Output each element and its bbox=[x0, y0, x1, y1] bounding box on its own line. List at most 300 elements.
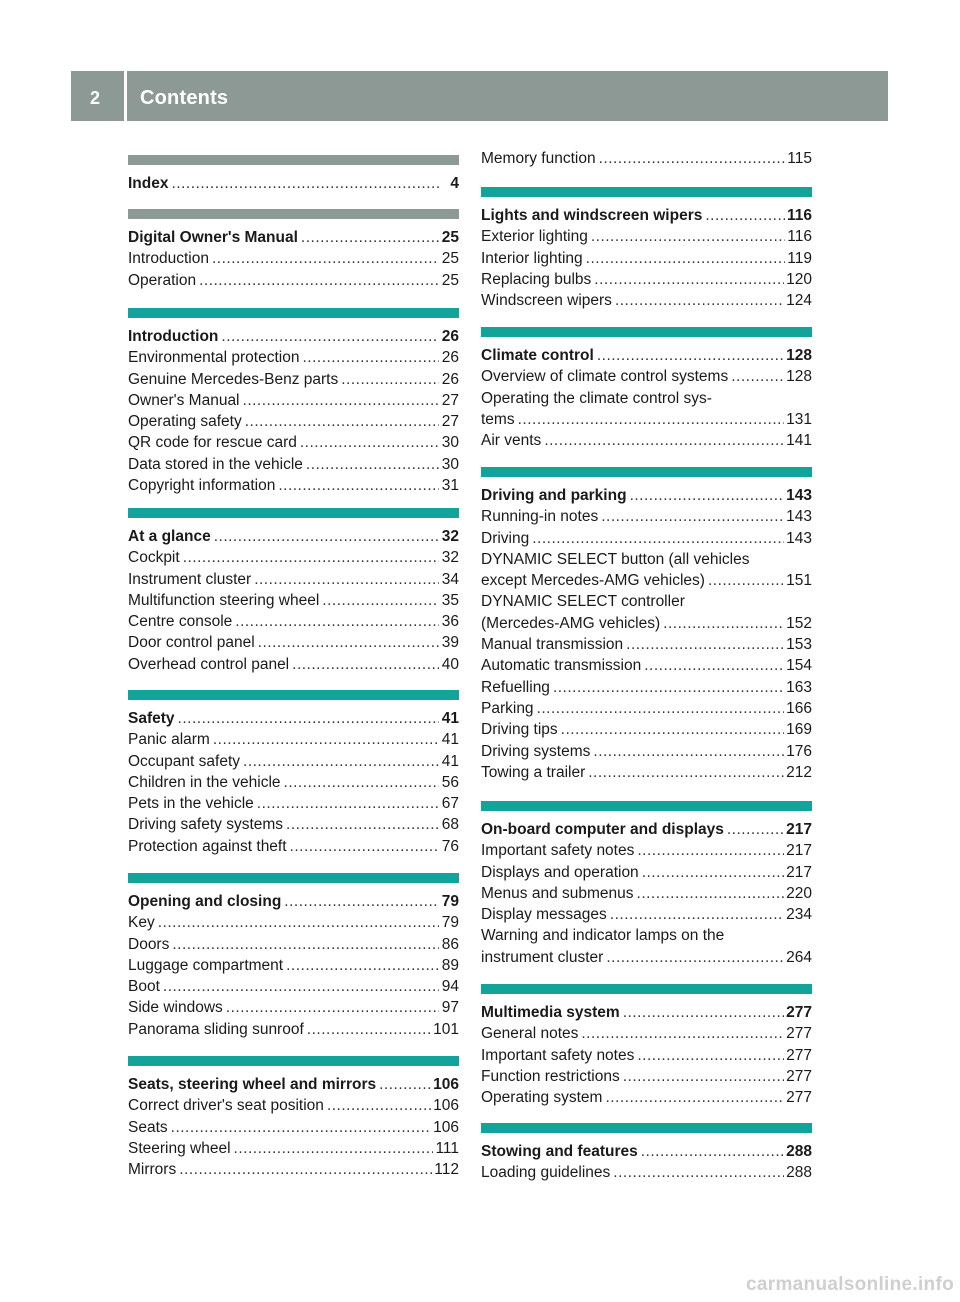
toc-page-number: 32 bbox=[441, 549, 459, 567]
toc-section-heading[interactable] bbox=[481, 485, 812, 506]
toc-entry[interactable] bbox=[128, 1138, 459, 1159]
toc-page-number: 120 bbox=[786, 270, 812, 288]
page-title: Contents bbox=[140, 87, 229, 109]
section-divider-bar bbox=[128, 508, 459, 518]
dot-leader bbox=[630, 485, 785, 506]
toc-page-number: 4 bbox=[450, 175, 459, 192]
toc-entry-title: Digital Owner's Manual bbox=[128, 229, 298, 246]
toc-section-heading[interactable] bbox=[481, 819, 812, 840]
toc-page-number: 36 bbox=[441, 613, 459, 631]
toc-entry[interactable] bbox=[481, 1087, 812, 1108]
toc-entry-title: Panic alarm bbox=[128, 731, 210, 749]
toc-page-number: 217 bbox=[786, 863, 812, 881]
toc-entry[interactable] bbox=[128, 347, 459, 368]
toc-page-number: 212 bbox=[786, 763, 812, 781]
toc-entry[interactable] bbox=[128, 836, 459, 857]
toc-page-number: 34 bbox=[441, 570, 459, 588]
section-divider-bar bbox=[481, 801, 812, 811]
section-divider-bar bbox=[128, 209, 459, 219]
toc-entry[interactable] bbox=[128, 1095, 459, 1116]
toc-page-number: 277 bbox=[786, 1067, 812, 1085]
toc-entry-title: Cockpit bbox=[128, 549, 180, 567]
dot-leader bbox=[307, 1019, 431, 1040]
toc-page-number: 288 bbox=[786, 1164, 812, 1182]
dot-leader bbox=[290, 836, 439, 857]
toc-page-number: 128 bbox=[786, 347, 812, 364]
section-divider-bar bbox=[481, 984, 812, 994]
toc-entry[interactable] bbox=[481, 840, 812, 861]
toc-section bbox=[128, 690, 459, 857]
toc-entry[interactable] bbox=[481, 677, 812, 698]
dot-leader bbox=[594, 269, 784, 290]
dot-leader bbox=[183, 547, 439, 568]
dot-leader bbox=[588, 762, 784, 783]
toc-entry-title: Function restrictions bbox=[481, 1067, 620, 1085]
dot-leader bbox=[245, 411, 439, 432]
dot-leader bbox=[327, 1095, 431, 1116]
toc-entry[interactable] bbox=[481, 269, 812, 290]
toc-page-number: 217 bbox=[786, 821, 812, 838]
toc-entry-title: Centre console bbox=[128, 613, 233, 631]
toc-entry-title: Boot bbox=[128, 978, 160, 996]
toc-entry[interactable] bbox=[481, 506, 812, 527]
toc-entry-title: Multifunction steering wheel bbox=[128, 591, 320, 609]
toc-section bbox=[481, 467, 812, 783]
dot-leader bbox=[610, 904, 784, 925]
toc-page-number: 220 bbox=[786, 884, 812, 902]
toc-entry-title: Memory function bbox=[481, 150, 596, 167]
dot-leader bbox=[637, 883, 785, 904]
toc-entry[interactable] bbox=[128, 955, 459, 976]
dot-leader bbox=[258, 632, 439, 653]
toc-entry[interactable] bbox=[481, 528, 812, 549]
toc-section bbox=[128, 873, 459, 1040]
toc-page-number: 26 bbox=[441, 349, 459, 367]
toc-page-number: 288 bbox=[786, 1143, 812, 1160]
toc-section-heading[interactable] bbox=[481, 345, 812, 366]
toc-page-number: 115 bbox=[787, 150, 812, 167]
dot-leader bbox=[606, 947, 784, 968]
toc-entry-title: Genuine Mercedes-Benz parts bbox=[128, 370, 339, 388]
toc-entry-title: On-board computer and displays bbox=[481, 821, 724, 838]
toc-page-number: 79 bbox=[441, 914, 459, 932]
toc-entry-title: Index bbox=[128, 175, 169, 192]
section-divider-bar bbox=[481, 467, 812, 477]
dot-leader bbox=[254, 569, 439, 590]
toc-entry[interactable] bbox=[128, 569, 459, 590]
dot-leader bbox=[172, 934, 439, 955]
section-divider-bar bbox=[481, 1123, 812, 1133]
dot-leader bbox=[171, 1117, 431, 1138]
toc-entry-title: Operating system bbox=[481, 1089, 603, 1107]
toc-entry-title: Key bbox=[128, 914, 155, 932]
toc-entry[interactable] bbox=[481, 148, 812, 169]
toc-entry-title: Parking bbox=[481, 699, 534, 717]
toc-page-number: 116 bbox=[787, 228, 812, 246]
toc-entry-title: Interior lighting bbox=[481, 249, 583, 267]
dot-leader bbox=[727, 819, 784, 840]
toc-entry[interactable] bbox=[128, 390, 459, 411]
toc-page-number: 101 bbox=[433, 1020, 459, 1038]
toc-entry-title: Driving systems bbox=[481, 742, 591, 760]
toc-page-number: 41 bbox=[441, 752, 459, 770]
dot-leader bbox=[322, 590, 439, 611]
toc-entry[interactable] bbox=[481, 741, 812, 762]
toc-page-number: 86 bbox=[441, 935, 459, 953]
toc-page-number: 119 bbox=[787, 249, 812, 267]
section-divider-bar bbox=[481, 327, 812, 337]
section-divider-bar bbox=[128, 308, 459, 318]
dot-leader bbox=[637, 1045, 784, 1066]
toc-entry[interactable] bbox=[481, 719, 812, 740]
toc-entry[interactable] bbox=[128, 934, 459, 955]
toc-page-number: 94 bbox=[441, 978, 459, 996]
toc-section-heading[interactable] bbox=[128, 891, 459, 912]
toc-entry-title: Copyright information bbox=[128, 477, 276, 495]
watermark: carmanualsonline.info bbox=[746, 1274, 954, 1295]
toc-section-heading[interactable] bbox=[128, 173, 459, 194]
dot-leader bbox=[623, 1002, 784, 1023]
toc-entry[interactable] bbox=[128, 1019, 459, 1040]
dot-leader bbox=[302, 347, 439, 368]
toc-entry-title: Mirrors bbox=[128, 1161, 177, 1179]
dot-leader bbox=[221, 326, 439, 347]
toc-entry-title: Door control panel bbox=[128, 634, 255, 652]
toc-section-heading[interactable] bbox=[481, 1002, 812, 1023]
toc-page-number: 143 bbox=[786, 508, 812, 526]
dot-leader bbox=[213, 729, 439, 750]
toc-entry[interactable] bbox=[128, 1117, 459, 1138]
toc-entry-title: Multimedia system bbox=[481, 1004, 620, 1021]
toc-page-number: 277 bbox=[786, 1004, 812, 1021]
toc-page-number: 277 bbox=[786, 1046, 812, 1064]
toc-page-number: 151 bbox=[786, 572, 812, 590]
toc-page-number: 153 bbox=[786, 636, 812, 654]
toc-page-number: 116 bbox=[786, 207, 812, 224]
toc-entry[interactable] bbox=[128, 1159, 459, 1180]
toc-page-number: 152 bbox=[786, 614, 812, 632]
toc-page-number: 25 bbox=[441, 271, 459, 289]
toc-entry-title: Driving and parking bbox=[481, 487, 627, 504]
toc-entry-title: Correct driver's seat position bbox=[128, 1097, 324, 1115]
toc-entry[interactable] bbox=[128, 654, 459, 675]
section-divider-bar bbox=[128, 155, 459, 165]
toc-entry[interactable] bbox=[128, 912, 459, 933]
toc-entry[interactable] bbox=[128, 793, 459, 814]
toc-page-number: 89 bbox=[441, 956, 459, 974]
toc-section-heading[interactable] bbox=[128, 326, 459, 347]
toc-entry-title-line: DYNAMIC SELECT controller bbox=[481, 593, 685, 611]
dot-leader bbox=[599, 148, 786, 169]
toc-entry-title-line: Warning and indicator lamps on the bbox=[481, 927, 725, 945]
toc-entry[interactable] bbox=[481, 409, 812, 430]
dot-leader bbox=[178, 708, 439, 729]
toc-page-number: 35 bbox=[441, 591, 459, 609]
dot-leader bbox=[306, 454, 439, 475]
dot-leader bbox=[235, 611, 439, 632]
toc-entry[interactable] bbox=[128, 454, 459, 475]
toc-section bbox=[481, 1123, 812, 1184]
toc-page-number: 106 bbox=[433, 1118, 459, 1136]
toc-entry-title: Side windows bbox=[128, 999, 223, 1017]
section-divider-bar bbox=[128, 873, 459, 883]
toc-entry-title: Stowing and features bbox=[481, 1143, 638, 1160]
toc-entry-title: Important safety notes bbox=[481, 842, 635, 860]
toc-page-number: 176 bbox=[786, 742, 812, 760]
dot-leader bbox=[623, 1066, 784, 1087]
dot-leader bbox=[301, 227, 439, 248]
toc-entry-title: instrument cluster bbox=[481, 948, 604, 966]
toc-entry[interactable] bbox=[481, 1162, 812, 1183]
toc-entry-title: Running-in notes bbox=[481, 508, 599, 526]
toc-entry[interactable] bbox=[128, 369, 459, 390]
toc-entry[interactable] bbox=[128, 248, 459, 269]
toc-entry-title: Introduction bbox=[128, 250, 209, 268]
toc-entry-title: Replacing bulbs bbox=[481, 270, 592, 288]
toc-entry-title-line: Operating the climate control sys- bbox=[481, 389, 712, 407]
toc-section-heading[interactable] bbox=[128, 526, 459, 547]
toc-entry-title: At a glance bbox=[128, 528, 211, 545]
toc-entry[interactable] bbox=[481, 290, 812, 311]
toc-entry[interactable] bbox=[481, 248, 812, 269]
toc-entry-title: Owner's Manual bbox=[128, 391, 240, 409]
toc-entry[interactable] bbox=[481, 226, 812, 247]
toc-entry-title: Opening and closing bbox=[128, 893, 282, 910]
section-divider-bar bbox=[481, 187, 812, 197]
toc-entry[interactable] bbox=[128, 997, 459, 1018]
toc-entry-title: Data stored in the vehicle bbox=[128, 455, 303, 473]
toc-page-number: 30 bbox=[441, 434, 459, 452]
toc-page-number: 41 bbox=[441, 710, 459, 727]
toc-section-heading[interactable] bbox=[128, 227, 459, 248]
dot-leader bbox=[641, 1141, 784, 1162]
toc-entry[interactable] bbox=[128, 547, 459, 568]
toc-page-number: 30 bbox=[441, 455, 459, 473]
toc-entry-title: Driving safety systems bbox=[128, 816, 284, 834]
dot-leader bbox=[537, 698, 785, 719]
toc-page-number: 128 bbox=[786, 368, 812, 386]
toc-page-number: 67 bbox=[441, 795, 459, 813]
toc-entry-title: Steering wheel bbox=[128, 1139, 231, 1157]
toc-entry-title: Important safety notes bbox=[481, 1046, 635, 1064]
toc-entry-title: (Mercedes-AMG vehicles) bbox=[481, 614, 661, 632]
dot-leader bbox=[586, 248, 786, 269]
dot-leader bbox=[663, 613, 784, 634]
toc-section bbox=[128, 508, 459, 675]
toc-entry[interactable] bbox=[128, 411, 459, 432]
toc-page-number: 56 bbox=[441, 773, 459, 791]
toc-page-number: 154 bbox=[786, 657, 812, 675]
toc-entry-title: Loading guidelines bbox=[481, 1164, 611, 1182]
toc-entry-title: Seats, steering wheel and mirrors bbox=[128, 1076, 377, 1093]
toc-page-number: 234 bbox=[786, 906, 812, 924]
toc-page-number: 32 bbox=[441, 528, 459, 545]
toc-page-number: 76 bbox=[441, 837, 459, 855]
toc-page-number: 143 bbox=[786, 487, 812, 504]
toc-entry[interactable] bbox=[128, 590, 459, 611]
toc-entry-title: Operation bbox=[128, 271, 197, 289]
dot-leader bbox=[214, 526, 439, 547]
toc-page-number: 31 bbox=[441, 477, 459, 495]
toc-page-number: 166 bbox=[786, 699, 812, 717]
toc-section bbox=[128, 155, 459, 194]
dot-leader bbox=[199, 270, 439, 291]
dot-leader bbox=[597, 345, 784, 366]
toc-entry[interactable] bbox=[128, 475, 459, 496]
toc-entry-title: General notes bbox=[481, 1025, 579, 1043]
toc-section bbox=[128, 209, 459, 291]
toc-entry-title: Instrument cluster bbox=[128, 570, 252, 588]
page-number: 2 bbox=[90, 88, 101, 108]
toc-entry-title: Children in the vehicle bbox=[128, 773, 281, 791]
toc-entry[interactable] bbox=[481, 655, 812, 676]
toc-entry[interactable] bbox=[481, 1045, 812, 1066]
toc-entry[interactable] bbox=[481, 883, 812, 904]
dot-leader bbox=[243, 751, 439, 772]
toc-entry[interactable] bbox=[481, 430, 812, 451]
toc-entry[interactable] bbox=[481, 1023, 812, 1044]
toc-entry[interactable] bbox=[481, 634, 812, 655]
toc-page-number: 143 bbox=[786, 529, 812, 547]
toc-entry-title: Climate control bbox=[481, 347, 594, 364]
dot-leader bbox=[278, 475, 439, 496]
dot-leader bbox=[613, 1162, 784, 1183]
dot-leader bbox=[300, 432, 439, 453]
toc-entry-title: Towing a trailer bbox=[481, 763, 586, 781]
toc-section bbox=[128, 308, 459, 496]
toc-page-number: 111 bbox=[435, 1139, 459, 1157]
toc-entry-title: Air vents bbox=[481, 432, 542, 450]
toc-section-heading[interactable] bbox=[481, 205, 812, 226]
toc-entry-title: Doors bbox=[128, 935, 170, 953]
toc-entry[interactable] bbox=[128, 432, 459, 453]
toc-entry-title: Panorama sliding sunroof bbox=[128, 1020, 304, 1038]
toc-page-number: 27 bbox=[441, 413, 459, 431]
section-divider-bar bbox=[128, 1056, 459, 1066]
toc-page-number: 25 bbox=[441, 250, 459, 268]
toc-entry-title: tems bbox=[481, 410, 515, 428]
toc-entry[interactable] bbox=[128, 751, 459, 772]
dot-leader bbox=[286, 814, 439, 835]
toc-entry-title: Driving tips bbox=[481, 721, 558, 739]
toc-section-heading[interactable] bbox=[128, 708, 459, 729]
dot-leader bbox=[626, 634, 784, 655]
toc-entry-title: Displays and operation bbox=[481, 863, 639, 881]
dot-leader bbox=[518, 409, 785, 430]
toc-section-heading[interactable] bbox=[128, 1074, 459, 1095]
toc-entry[interactable] bbox=[481, 613, 812, 634]
toc-page-number: 39 bbox=[441, 634, 459, 652]
dot-leader bbox=[234, 1138, 434, 1159]
toc-entry-title: Environmental protection bbox=[128, 349, 300, 367]
dot-leader bbox=[284, 772, 439, 793]
toc-entry[interactable] bbox=[481, 904, 812, 925]
toc-entry-title: QR code for rescue card bbox=[128, 434, 297, 452]
dot-leader bbox=[581, 1023, 784, 1044]
toc-entry-title: Luggage compartment bbox=[128, 956, 284, 974]
toc-entry[interactable] bbox=[481, 1066, 812, 1087]
toc-section bbox=[481, 148, 812, 169]
dot-leader bbox=[226, 997, 439, 1018]
toc-entry[interactable] bbox=[481, 570, 812, 591]
toc-entry-title: Seats bbox=[128, 1118, 168, 1136]
toc-section-heading[interactable] bbox=[481, 1141, 812, 1162]
toc-entry-title: Overhead control panel bbox=[128, 655, 290, 673]
dot-leader bbox=[171, 173, 439, 194]
section-divider-bar bbox=[128, 690, 459, 700]
toc-entry[interactable] bbox=[481, 862, 812, 883]
dot-leader bbox=[591, 226, 785, 247]
toc-page-number: 40 bbox=[441, 655, 459, 673]
toc-section bbox=[481, 801, 812, 968]
toc-page-number: 131 bbox=[786, 410, 812, 428]
toc-entry[interactable] bbox=[128, 814, 459, 835]
dot-leader bbox=[561, 719, 784, 740]
toc-entry-title: Display messages bbox=[481, 906, 607, 924]
toc-page-number: 106 bbox=[433, 1076, 459, 1093]
toc-entry-title: Occupant safety bbox=[128, 752, 241, 770]
dot-leader bbox=[637, 840, 784, 861]
toc-entry[interactable] bbox=[128, 976, 459, 997]
toc-section bbox=[481, 187, 812, 311]
toc-entry[interactable] bbox=[481, 366, 812, 387]
dot-leader bbox=[601, 506, 784, 527]
toc-entry-title: Manual transmission bbox=[481, 636, 624, 654]
dot-leader bbox=[605, 1087, 784, 1108]
toc-entry[interactable] bbox=[128, 632, 459, 653]
dot-leader bbox=[212, 248, 439, 269]
dot-leader bbox=[553, 677, 784, 698]
toc-entry-title: Operating safety bbox=[128, 413, 242, 431]
toc-entry-title: Lights and windscreen wipers bbox=[481, 207, 703, 224]
toc-entry[interactable] bbox=[128, 772, 459, 793]
toc-entry-title-line: DYNAMIC SELECT button (all vehicles bbox=[481, 550, 750, 568]
dot-leader bbox=[544, 430, 784, 451]
dot-leader bbox=[532, 528, 784, 549]
dot-leader bbox=[644, 655, 784, 676]
toc-entry-title: except Mercedes-AMG vehicles) bbox=[481, 572, 705, 590]
toc-page-number: 25 bbox=[441, 229, 459, 246]
dot-leader bbox=[379, 1074, 431, 1095]
toc-page-number: 27 bbox=[441, 391, 459, 409]
toc-entry-title: Exterior lighting bbox=[481, 228, 588, 246]
toc-entry[interactable] bbox=[128, 611, 459, 632]
dot-leader bbox=[286, 955, 439, 976]
toc-page-number: 264 bbox=[786, 948, 812, 966]
toc-page-number: 141 bbox=[786, 432, 812, 450]
dot-leader bbox=[284, 891, 439, 912]
toc-entry-title: Refuelling bbox=[481, 678, 550, 696]
toc-page-number: 163 bbox=[786, 678, 812, 696]
toc-entry[interactable] bbox=[481, 762, 812, 783]
toc-page-number: 112 bbox=[434, 1161, 459, 1179]
toc-entry[interactable] bbox=[481, 698, 812, 719]
toc-entry[interactable] bbox=[481, 947, 812, 968]
toc-page-number: 124 bbox=[786, 292, 812, 310]
dot-leader bbox=[731, 366, 784, 387]
toc-page-number: 26 bbox=[441, 328, 459, 345]
toc-entry[interactable] bbox=[128, 270, 459, 291]
toc-page-number: 169 bbox=[786, 721, 812, 739]
dot-leader bbox=[615, 290, 784, 311]
toc-section bbox=[481, 984, 812, 1108]
dot-leader bbox=[257, 793, 439, 814]
toc-page-number: 97 bbox=[441, 999, 459, 1017]
toc-section bbox=[128, 1056, 459, 1180]
toc-entry[interactable] bbox=[128, 729, 459, 750]
toc-entry-title: Driving bbox=[481, 529, 530, 547]
toc-page-number: 26 bbox=[441, 370, 459, 388]
